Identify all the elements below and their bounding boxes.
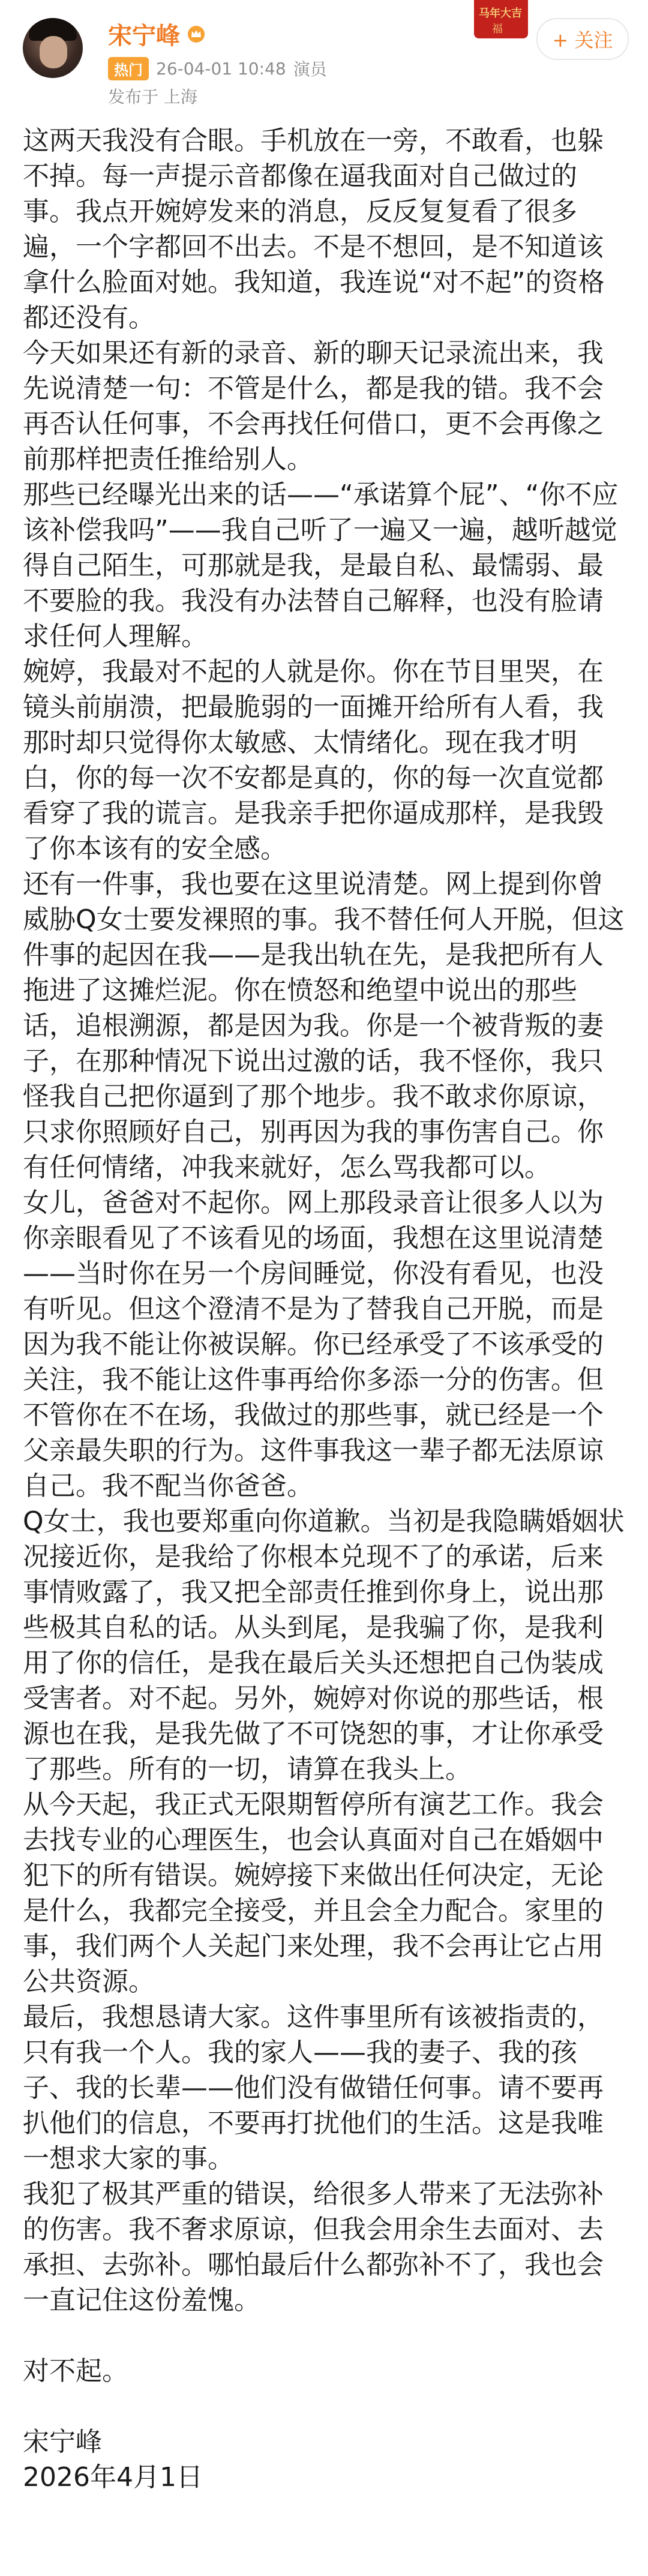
post-paragraph: 从今天起，我正式无限期暂停所有演艺工作。我会去找专业的心理医生，也会认真面对自己在婚姻中犯下的所有错误。婉婷接下来做出任何决定，无论是什么，我都完全接受，并且会全力配合。家里的事，我们两个人关起门来处理，我不会再让它占用公共资源。 [23,1789,604,1997]
user-name[interactable]: 宋宁峰 [108,22,180,50]
new-year-banner [474,0,528,38]
signature-date: 2026年4月1日 [23,2462,203,2493]
post-content [23,123,625,2495]
crown-badge-icon [187,25,205,43]
user-occupation: 演员 [293,59,327,79]
avatar[interactable] [23,18,83,78]
meta-row [108,56,327,80]
follow-label: + 关注 [552,29,613,52]
post-paragraph: 婉婷，我最对不起的人就是你。你在节目里哭，在镜头前崩溃，把最脆弱的一面摊开给所有人看，我那时却只觉得你太敏感、太情绪化。现在我才明白，你的每一次不安都是真的，你的每一次直觉都看穿了我的谎言。是我亲手把你逼成那样，是我毁了你本该有的安全感。 [23,656,604,864]
post-paragraph: 这两天我没有合眼。手机放在一旁，不敢看，也躲不掉。每一声提示音都像在逼我面对自己做过的事。我点开婉婷发来的消息，反反复复看了很多遍，一个字都回不出去。不是不想回，是不知道该拿什么脸面对她。我知道，我连说“对不起”的资格都还没有。 [23,125,605,333]
post-paragraph: 女儿，爸爸对不起你。网上那段录音让很多人以为你亲眼看见了不该看见的场面，我想在这里说清楚——当时你在另一个房间睡觉，你没有看见，也没有听见。但这个澄清不是为了替我自己开脱，而是因为我不能让你被误解。你已经承受了不该承受的关注，我不能让这件事再给你多添一分的伤害。但不管你在不在场，我做过的那些事，就已经是一个父亲最失职的行为。这件事我这一辈子都无法原谅自己。我不配当你爸爸。 [23,1187,604,1501]
post-paragraph: 最后，我想恳请大家。这件事里所有该被指责的，只有我一个人。我的家人——我的妻子、我的孩子、我的长辈——他们没有做错任何事。请不要再扒他们的信息，不要再打扰他们的生活。这是我唯一想求大家的事。 [23,2002,604,2174]
post-paragraph: 那些已经曝光出来的话——“承诺算个屁”、“你不应该补偿我吗”——我自己听了一遍又一遍，越听越觉得自己陌生，可那就是我，是最自私、最懦弱、最不要脸的我。我没有办法替自己解释，也没有脸请求任何人理解。 [23,479,619,652]
post-paragraph: 我犯了极其严重的错误，给很多人带来了无法弥补的伤害。我不奢求原谅，但我会用余生去面对、去承担、去弥补。哪怕最后什么都弥补不了，我也会一直记住这份羞愧。 [23,2179,604,2316]
name-row [108,17,205,51]
spacer [23,2389,625,2424]
spacer [23,2318,625,2353]
closing-line: 对不起。 [23,2356,128,2386]
post-paragraph: 还有一件事，我也要在这里说清楚。网上提到你曾威胁Q女士要发裸照的事。我不替任何人开脱，但这件事的起因在我——是我出轨在先，是我把所有人拖进了这摊烂泥。你在愤怒和绝望中说出的那些话，追根溯源，都是因为我。你是一个被背叛的妻子，在那种情况下说出过激的话，我不怪你，我只怪我自己把你逼到了那个地步。我不敢求你原谅，只求你照顾好自己，别再因为我的事伤害自己。你有任何情绪，冲我来就好，怎么骂我都可以。 [23,869,625,1183]
avatar-face [40,36,67,68]
post-location: 发布于 上海 [108,87,197,107]
follow-button[interactable] [536,18,629,60]
hot-badge: 热门 [108,57,149,80]
post-header [0,0,648,107]
signature-name: 宋宁峰 [23,2427,102,2457]
banner-fu: 福 [492,23,503,35]
post-timestamp: 26-04-01 10:48 [156,58,286,79]
post-paragraph: Q女士，我也要郑重向你道歉。当初是我隐瞒婚姻状况接近你，是我给了你根本兑现不了的承诺，后来事情败露了，我又把全部责任推到你身上，说出那些极其自私的话。从头到尾，是我骗了你，是我利用了你的信任，是我在最后关头还想把自己伪装成受害者。对不起。另外，婉婷对你说的那些话，根源也在我，是我先做了不可饶恕的事，才让你承受了那些。所有的一切，请算在我头上。 [23,1506,625,1785]
post-paragraph: 今天如果还有新的录音、新的聊天记录流出来，我先说清楚一句：不管是什么，都是我的错。我不会再否认任何事，不会再找任何借口，更不会再像之前那样把责任推给别人。 [23,338,604,475]
banner-text: 马年大吉 [479,7,522,20]
